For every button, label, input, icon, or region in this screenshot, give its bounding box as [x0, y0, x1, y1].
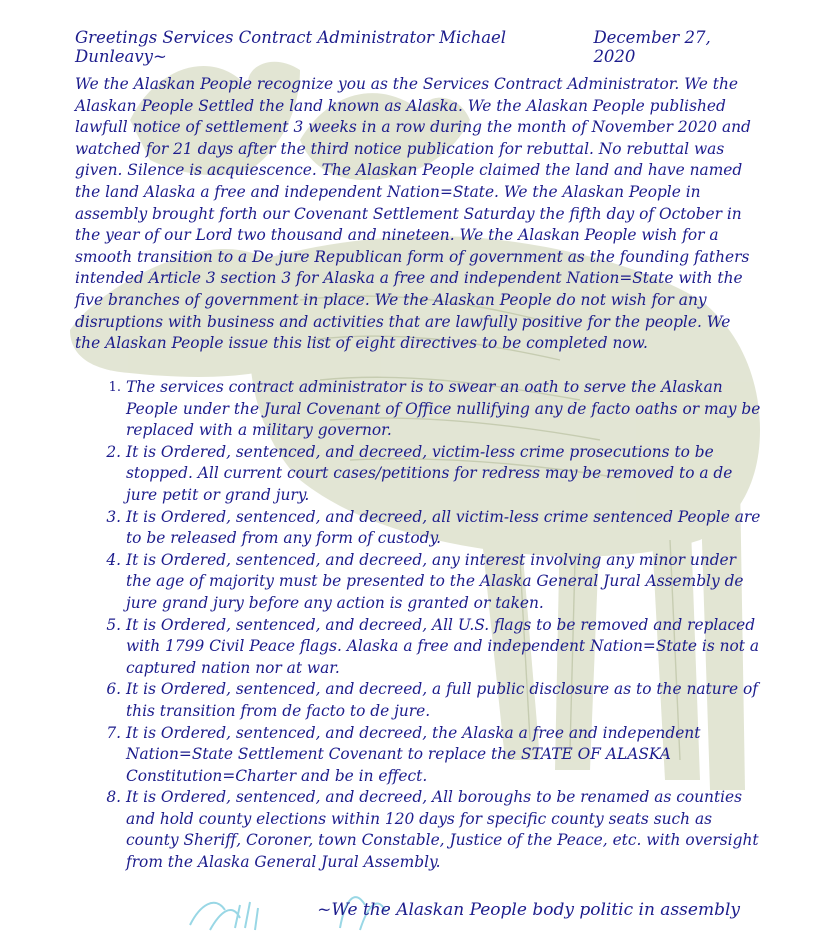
- directive-item: [75, 442, 765, 507]
- directive-text: It is Ordered, sentenced, and decreed, a full public disclosure as to the nature of this transition from de facto to de jure.: [126, 680, 758, 720]
- signature-line: ~We the Alaskan People body politic in assembly: [317, 900, 740, 920]
- directive-item: [75, 377, 765, 442]
- directive-number: 2.: [106, 442, 121, 461]
- directive-text: It is Ordered, sentenced, and decreed, the Alaska a free and independent Nation=State Settlement Covenant to replace the STATE OF ALASKA Constitution=Charter and be in effect.: [126, 723, 701, 785]
- directives-list: [75, 377, 765, 874]
- directive-number: 3.: [106, 507, 121, 526]
- directive-text: It is Ordered, sentenced, and decreed, all victim-less crime sentenced People are to be released from any form of custody.: [126, 507, 761, 548]
- directive-item: [75, 723, 765, 788]
- directive-number: 1.: [108, 380, 121, 395]
- directive-text: The services contract administrator is to swear an oath to serve the Alaskan People under the Jural Covenant of Office nullifying any de facto oaths or may be replaced with a military governor.: [126, 378, 761, 440]
- letter-date: December 27, 2020: [593, 28, 711, 66]
- directive-number: 6.: [106, 680, 121, 699]
- directive-number: 7.: [106, 723, 121, 742]
- directive-number: 5.: [106, 615, 121, 634]
- directive-number: 4.: [106, 550, 121, 569]
- directive-item: [75, 507, 765, 550]
- directive-text: It is Ordered, sentenced, and decreed, any interest involving any minor under the age of majority must be presented to the Alaska General Jural Assembly de jure grand jury before any action is granted or taken.: [126, 550, 744, 612]
- letter-header: [75, 28, 755, 66]
- directive-item: [75, 615, 765, 680]
- directive-text: It is Ordered, sentenced, and decreed, All U.S. flags to be removed and replaced with 1799 Civil Peace flags. Alaska a free and independent Nation=State is not a captured nation nor at war.: [126, 615, 760, 677]
- intro-paragraph: We the Alaskan People recognize you as the Services Contract Administrator. We the Alaskan People Settled the land known as Alaska. We the Alaskan People published lawfull notice of settlement 3 weeks in a row during the month of November 2020 and watched for 21 days after the third notice publication for rebuttal. No rebuttal was given. Silence is acquiescence. The Alaskan People claimed the land and have named the land Alaska a free and independent Nation=State. We the Alaskan People in assembly brought forth our Covenant Settlement Saturday the fifth day of October in the year of our Lord two thousand and nineteen. We the Alaskan People wish for a smooth transition to a De jure Republican form of government as the founding fathers intended Article 3 section 3 for Alaska a free and independent Nation=State with the five branches of government in place. We the Alaskan People do not wish for any disruptions with business and activities that are lawfully positive for the people. We the Alaskan People issue this list of eight directives to be completed now.: [75, 75, 751, 353]
- directive-number: 8.: [106, 788, 121, 807]
- directive-item: [75, 787, 765, 873]
- directive-text: It is Ordered, sentenced, and decreed, All boroughs to be renamed as counties and hold county elections within 120 days for specific county seats such as county Sheriff, Coroner, town Constable, Justice of the Peace, etc. with oversight from the Alaska General Jural Assembly.: [126, 788, 759, 872]
- directive-item: [75, 550, 765, 615]
- directive-text: It is Ordered, sentenced, and decreed, victim-less crime prosecutions to be stopped. All current court cases/petitions for redress may be removed to a de jure petit or grand jury.: [126, 442, 733, 504]
- greeting-line: Greetings Services Contract Administrator Michael Dunleavy~: [75, 28, 507, 66]
- directive-item: [75, 679, 765, 722]
